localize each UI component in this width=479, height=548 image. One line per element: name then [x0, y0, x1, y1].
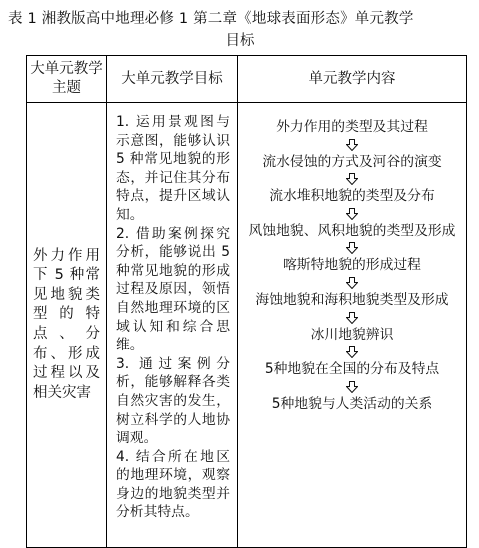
content-step: 5种地貌与人类活动的关系	[271, 395, 433, 412]
unit-goals-table	[26, 55, 467, 548]
table-caption-line1: 表 1 湘教版高中地理必修 1 第二章《地球表面形态》单元教学	[8, 11, 414, 27]
theme-cell: 外力作用下 5 种常见地貌类型的特点、分布、形成过程以及相关灾害	[27, 103, 107, 548]
table-header-row	[27, 56, 467, 103]
goal-item: 1. 运用景观图与示意图，能够认识 5 种常见地貌的形态，并记住其分布特点，提升区域认知。	[116, 114, 230, 223]
header-content: 单元教学内容	[238, 56, 467, 103]
content-step: 流水堆积地貌的类型及分布	[269, 188, 435, 205]
down-arrow-icon	[346, 242, 358, 254]
down-arrow-icon	[346, 346, 358, 358]
goal-item: 2. 借助案例探究分析，能够说出 5 种常见地貌的形成过程及原因，领悟自然地理环境的区域认知和综合思维。	[116, 225, 230, 354]
down-arrow-icon	[346, 208, 358, 220]
down-arrow-icon	[346, 381, 358, 393]
content-step: 海蚀地貌和海积地貌类型及形成	[255, 291, 449, 308]
down-arrow-icon	[346, 139, 358, 151]
content-step: 外力作用的类型及其过程	[276, 119, 428, 135]
header-theme: 大单元教学主题	[27, 56, 107, 103]
content-step: 冰川地貌辨识	[310, 326, 394, 343]
table-row	[27, 103, 467, 548]
content-flow-cell	[238, 103, 467, 548]
goal-item: 4. 结合所在地区的地理环境，观察身边的地貌类型并分析其特点。	[116, 448, 230, 521]
table-caption-line2: 目标	[225, 33, 255, 49]
down-arrow-icon	[346, 312, 358, 324]
header-goals: 大单元教学目标	[107, 56, 238, 103]
down-arrow-icon	[346, 277, 358, 289]
content-step: 流水侵蚀的方式及河谷的演变	[262, 153, 442, 170]
down-arrow-icon	[346, 173, 358, 185]
content-step: 风蚀地貌、风积地貌的类型及形成	[248, 222, 456, 239]
goals-cell	[107, 103, 238, 548]
goal-item: 3. 通过案例分析，能够解释各类自然灾害的发生，树立科学的人地协调观。	[116, 355, 230, 447]
content-step: 喀斯特地貌的形成过程	[283, 257, 421, 274]
table-caption	[8, 8, 472, 52]
content-step: 5种地貌在全国的分布及特点	[264, 361, 440, 378]
